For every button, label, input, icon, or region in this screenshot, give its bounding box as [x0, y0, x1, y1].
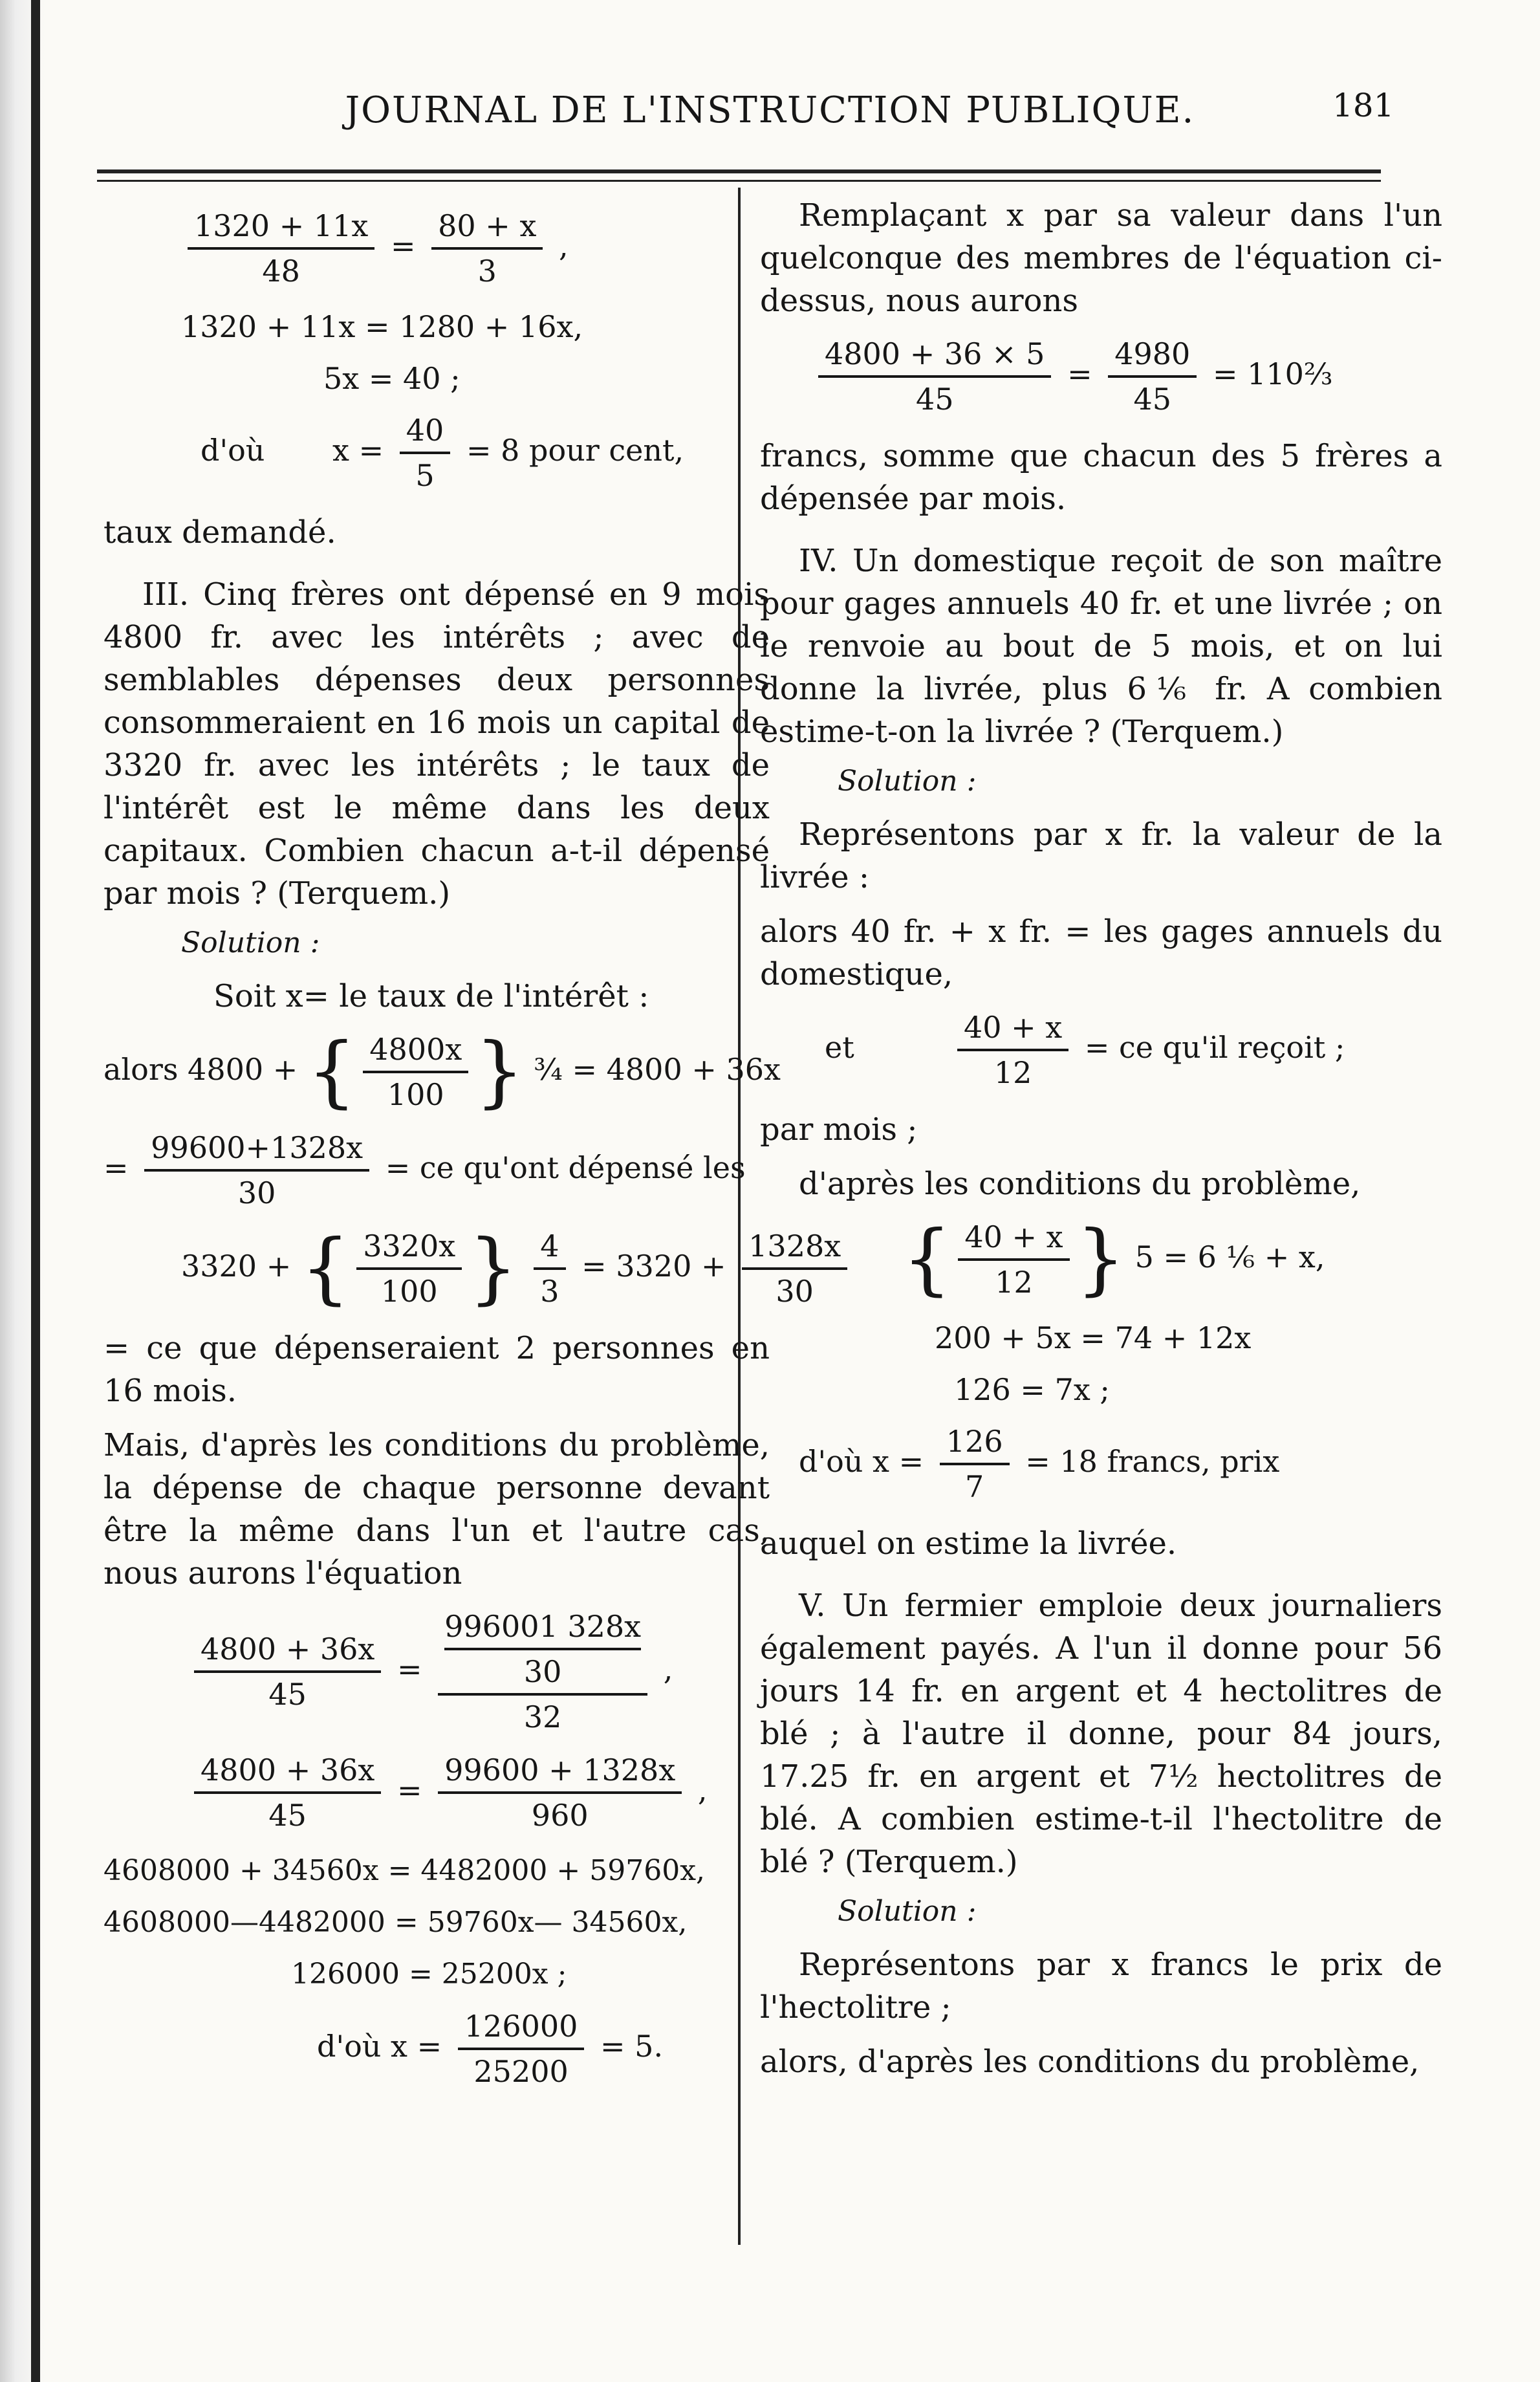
fraction: $\frac{40}{5}$ [400, 413, 451, 493]
equation-2: 1320 + 11x = 1280 + 16x, [181, 309, 583, 344]
mais-text: Mais, d'après les conditions du problème, la dépense de chaque personne devant être la même dans l'un et l'autre cas, nous aurons l'équation [103, 1427, 770, 1591]
fraction: $\frac{1320 + 11x}{48}$ [188, 208, 374, 289]
fraction: $\frac{80 + x}{3}$ [431, 208, 543, 289]
problem-3-text: III. Cinq frères ont dépensé en 9 mois 4800 fr. avec les intérêts ; avec de semblables dépenses deux personnes consommeraient en 16 mois un capital de 3320 fr. avec les intérêts ; le taux de l'intérêt est le même dans les deux capitaux. Combien chacun a-t-il dépensé par mois ? (Terquem.) [103, 576, 770, 912]
equation-alors: alors 4800 + { $\frac{4800x}{100}$ } ¾ = 4800 + 36x [103, 1027, 781, 1117]
dapres-text: d'après les conditions du problème, [799, 1166, 1361, 1202]
fraction: $\frac{4800 + 36x}{45}$ [194, 1753, 381, 1833]
fraction: $\frac{99600 + 1328x}{960}$ [438, 1753, 682, 1833]
running-header: JOURNAL DE L'INSTRUCTION PUBLIQUE. [345, 89, 1195, 131]
remplacant-text: Remplaçant x par sa valeur dans l'un quelconque des membres de l'équation ci-dessus, nous aurons [760, 197, 1442, 319]
equation-r3: 200 + 5x = 74 + 12x [935, 1320, 1252, 1355]
equation-r2: { $\frac{40 + x}{12}$ } 5 = 6 ⅙ + x, [902, 1214, 1325, 1304]
representons-text: Représentons par x fr. la valeur de la livrée : [760, 816, 1442, 895]
right-column [760, 194, 1442, 2095]
fraction: $\frac{4800x}{100}$ [363, 1032, 468, 1112]
fraction: $\frac{4800 + 36 \times 5}{45}$ [818, 336, 1051, 417]
fraction: $\frac{4800 + 36x}{45}$ [194, 1632, 381, 1712]
fraction: $\frac{40 + x}{12}$ [957, 1010, 1068, 1090]
solution-label: Solution : [181, 926, 320, 959]
problem-4-text: IV. Un domestique reçoit de son maître pour gages annuels 40 fr. et une livrée ; on le renvoie au bout de 5 mois, et on lui donne la livrée, plus 6⅙ fr. A combien estime-t-on la livrée ? (Terquem.) [760, 543, 1442, 750]
fraction: $\frac{126}{7}$ [940, 1424, 1010, 1504]
equation-10: 4608000—4482000 = 59760x— 34560x, [103, 1906, 688, 1939]
fraction: $\frac{40 + x}{12}$ [958, 1219, 1069, 1300]
equation-1: $\frac{1320 + 11x}{48}$ = $\frac{80 + x}{3}$ , [103, 208, 770, 289]
header-rule-thin [97, 180, 1381, 182]
equation-9: 4608000 + 34560x = 4482000 + 59760x, [103, 1854, 705, 1887]
equation-r5: d'où x = $\frac{126}{7}$ = 18 francs, prix [799, 1424, 1280, 1504]
equation-r-et: et $\frac{40 + x}{12}$ = ce qu'il reçoit ; [825, 1010, 1345, 1090]
solution-label-2: Solution : [838, 1895, 977, 1928]
equation-r1: $\frac{4800 + 36 \times 5}{45}$ = $\frac{4980}{45}$ = 110⅔ [760, 336, 1442, 417]
francs-text: francs, somme que chacun des 5 frères a dépensée par mois. [760, 438, 1442, 517]
equation-6: 3320 + { $\frac{3320x}{100}$ } $\frac{4}{3}$ = 3320 + $\frac{1328x}{30}$ [103, 1229, 770, 1309]
equation-8: $\frac{4800 + 36x}{45}$ = $\frac{99600 + 1328x}{960}$ , [103, 1753, 770, 1833]
auquel-text: auquel on estime la livrée. [760, 1525, 1177, 1562]
equation-11: 126000 = 25200x ; [291, 1958, 567, 1991]
par-mois-text: par mois ; [760, 1111, 918, 1148]
alors-text: alors 40 fr. + x fr. = les gages annuels du domestique, [760, 913, 1442, 992]
page-number: 181 [1332, 87, 1394, 124]
fraction: $\frac{4}{3}$ [534, 1229, 565, 1309]
equation-12: d'où x = $\frac{126000}{25200}$ = 5. [317, 2009, 664, 2089]
equation-3: 5x = 40 ; [323, 361, 461, 396]
solution-label: Solution : [838, 765, 977, 798]
alors-2-text: alors, d'après les conditions du problème, [760, 2044, 1420, 2080]
fraction: $\frac{1328x}{30}$ [742, 1229, 847, 1309]
fraction: $\frac{126000}{25200}$ [458, 2009, 585, 2089]
ce-que-text: = ce que dépenseraient 2 personnes en 16 mois. [103, 1330, 770, 1409]
equation-7: $\frac{4800 + 36x}{45}$ = 996001 328x 30 32 , [103, 1609, 770, 1734]
fraction: 996001 328x 30 32 [438, 1609, 647, 1734]
book-spine-line [31, 0, 40, 2382]
header-rule [97, 169, 1381, 173]
left-column [103, 194, 841, 2107]
soit-text: Soit x= le taux de l'intérêt : [213, 978, 649, 1014]
equation-4: d'où x = $\frac{40}{5}$ = 8 pour cent, [201, 413, 684, 493]
equation-5: = $\frac{99600+1328x}{30}$ = ce qu'ont dépensé les [103, 1130, 746, 1210]
fraction: $\frac{3320x}{100}$ [356, 1229, 462, 1309]
fraction: $\frac{99600+1328x}{30}$ [144, 1130, 369, 1210]
representons-2-text: Représentons par x francs le prix de l'hectolitre ; [760, 1947, 1442, 2026]
fraction: $\frac{4980}{45}$ [1108, 336, 1197, 417]
problem-5-text: V. Un fermier emploie deux journaliers également payés. A l'un il donne pour 56 jours 14 fr. en argent et 4 hectolitres de blé ; à l'autre il donne, pour 84 jours, 17.25 fr. en argent et 7½ hectolitres de blé. A combien estime-t-il l'hectolitre de blé ? (Terquem.) [760, 1588, 1442, 1880]
result-text: taux demandé. [103, 514, 336, 551]
equation-r4: 126 = 7x ; [954, 1372, 1110, 1407]
